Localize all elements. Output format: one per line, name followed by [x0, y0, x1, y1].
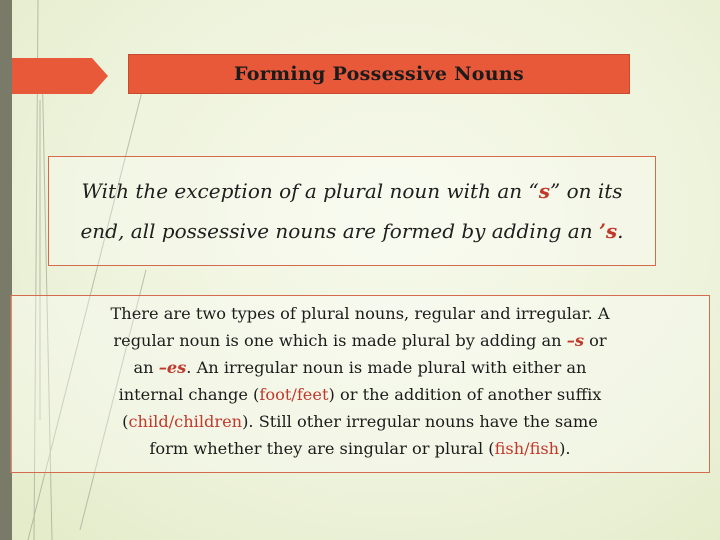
- explanation-line-5: [17, 408, 703, 435]
- rule-apostrophe-s-highlight: ’s: [598, 219, 618, 243]
- explanation-line-3-part-b: . An irregular noun is made plural with either an: [186, 358, 587, 377]
- explanation-line-2-part-b: or: [583, 331, 607, 350]
- explanation-line-3: [17, 354, 703, 381]
- title-banner: [128, 54, 630, 94]
- rule-line-1: [80, 171, 623, 211]
- explanation-line-1: There are two types of plural nouns, regular and irregular. A: [110, 304, 610, 323]
- suffix-s-highlight: –s: [566, 331, 584, 350]
- explanation-line-4-part-b: ) or the addition of another suffix: [328, 385, 602, 404]
- rule-line-1-part-a: With the exception of a plural noun with an “: [81, 179, 539, 203]
- rule-box: [48, 156, 656, 266]
- explanation-text: [17, 300, 703, 462]
- rule-text: [80, 171, 623, 251]
- rule-line-1-part-b: ” on its: [549, 179, 623, 203]
- explanation-line-5-part-b: ). Still other irregular nouns have the same: [242, 412, 598, 431]
- explanation-line-4: [17, 381, 703, 408]
- example-child-children: child/children: [128, 412, 243, 431]
- page-title: Forming Possessive Nouns: [233, 63, 525, 85]
- suffix-es-highlight: –es: [158, 358, 187, 377]
- title-arrow-tab: [12, 58, 108, 94]
- explanation-line-2: [17, 327, 703, 354]
- example-fish-fish: fish/fish: [494, 439, 560, 458]
- rule-line-2-part-a: end, all possessive nouns are formed by adding an: [80, 219, 599, 243]
- explanation-line-3-part-a: an: [133, 358, 159, 377]
- rule-line-2: [80, 211, 623, 251]
- explanation-line-6-part-b: ).: [559, 439, 571, 458]
- explanation-line-5-part-a: (: [122, 412, 129, 431]
- rule-s-highlight: s: [538, 179, 550, 203]
- explanation-box: [10, 295, 710, 473]
- explanation-line-2-part-a: regular noun is one which is made plural by adding an: [113, 331, 567, 350]
- example-foot-feet: foot/feet: [259, 385, 329, 404]
- rule-line-2-part-b: .: [617, 219, 624, 243]
- explanation-line-6: [17, 435, 703, 462]
- explanation-line-4-part-a: internal change (: [118, 385, 260, 404]
- explanation-line-6-part-a: form whether they are singular or plural (: [149, 439, 495, 458]
